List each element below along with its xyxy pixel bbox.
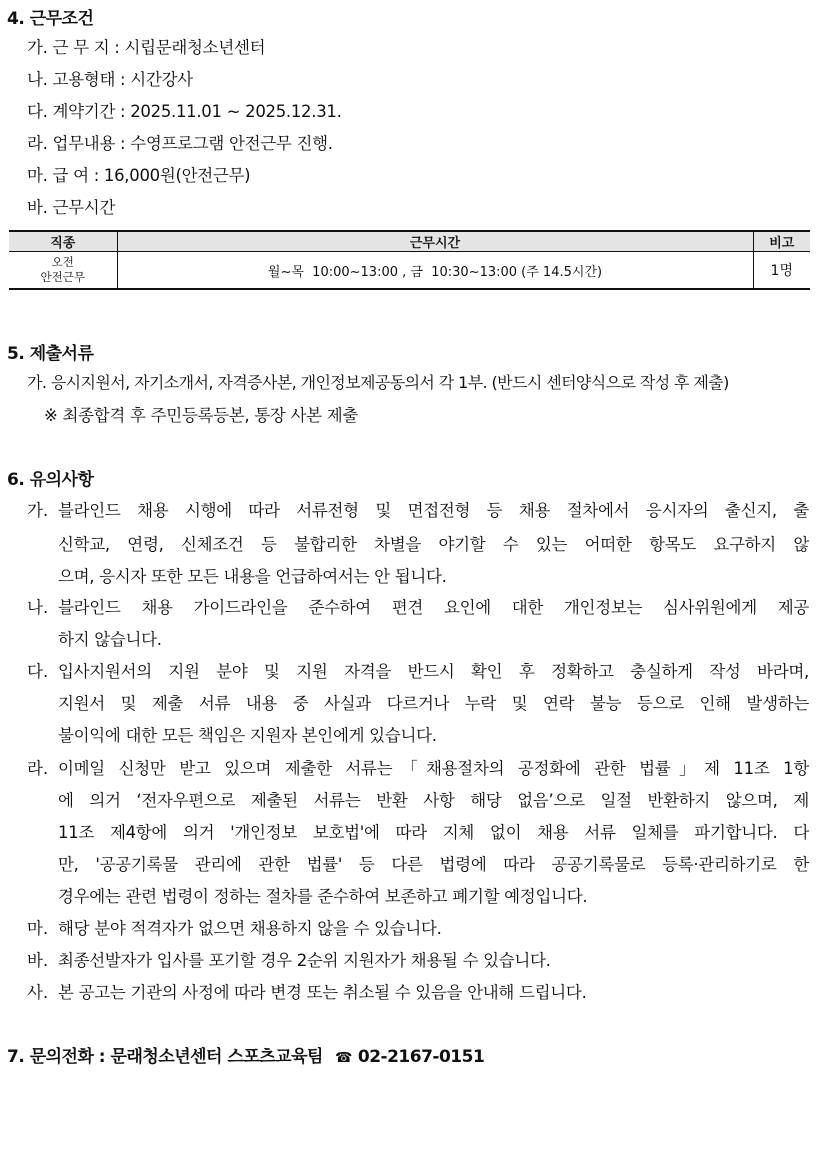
section-7-contact — [7, 1042, 484, 1067]
notice-marker: 라. — [27, 759, 49, 778]
notice-line: 해당 분야 적격자가 없으면 채용하지 않을 수 있습니다. — [58, 919, 442, 938]
notice-line: 지원서 및 제출 서류 내용 중 사실과 다르거나 누락 및 연락 불능 등으로 인해 발생하는 — [58, 694, 809, 713]
telephone-icon: ☎ — [334, 1050, 352, 1066]
work-location: 가. 근 무 지 : 시립문래청소년센터 — [27, 38, 266, 57]
job-type-line-2: 안전근무 — [40, 270, 85, 284]
job-description: 라. 업무내용 : 수영프로그램 안전근무 진행. — [27, 134, 333, 153]
notice-line: 으며, 응시자 또한 모든 내용을 언급하여서는 안 됩니다. — [58, 567, 447, 586]
salary: 마. 급 여 : 16,000원(안전근무) — [27, 166, 251, 185]
notice-marker: 바. — [27, 951, 49, 970]
notice-marker: 마. — [27, 919, 49, 938]
notice-line: 블라인드 채용 시행에 따라 서류전형 및 면접전형 등 채용 절차에서 응시자의 출신지, 출 — [58, 501, 809, 520]
notice-marker: 다. — [27, 662, 49, 681]
notice-line: 이메일 신청만 받고 있으며 제출한 서류는「채용절차의 공정화에 관한 법률」제 11조 1항 — [58, 759, 809, 778]
notice-marker: 사. — [27, 983, 49, 1002]
notice-line: 만, '공공기록물 관리에 관한 법률' 등 다른 법령에 따라 공공기록물로 등록·관리하기로 한 — [58, 855, 809, 874]
cell-note: 1명 — [753, 252, 810, 290]
header-note: 비고 — [753, 231, 810, 252]
cell-job-type — [9, 252, 117, 290]
notice-line: 불이익에 대한 모든 책임은 지원자 본인에게 있습니다. — [58, 726, 437, 745]
notice-line: 에 의거 ‘전자우편으로 제출된 서류는 반환 사항 해당 없음’으로 일절 반환하지 않으며, 제 — [58, 791, 809, 810]
notice-line: 블라인드 채용 가이드라인을 준수하여 편견 요인에 대한 개인정보는 심사위원에게 제공 — [58, 598, 809, 617]
contact-heading: 7. 문의전화 : 문래청소년센터 스포츠교육팀 — [7, 1047, 323, 1067]
required-documents: 가. 응시지원서, 자기소개서, 자격증사본, 개인정보제공동의서 각 1부. (반드시 센터양식으로 작성 후 제출) — [27, 373, 729, 392]
header-work-hours: 근무시간 — [117, 231, 753, 252]
work-hours-label: 바. 근무시간 — [27, 198, 116, 217]
notice-marker: 가. — [27, 501, 49, 520]
employment-type: 나. 고용형태 : 시간강사 — [27, 70, 193, 89]
notice-line: 입사지원서의 지원 분야 및 지원 자격을 반드시 확인 후 정확하고 충실하게 작성 바라며, — [58, 662, 809, 681]
notice-line: 신학교, 연령, 신체조건 등 불합리한 차별을 야기할 수 있는 어떠한 항목도 요구하지 않 — [58, 535, 809, 554]
notice-marker: 나. — [27, 598, 49, 617]
notice-line: 하지 않습니다. — [58, 630, 162, 649]
notice-line: 최종선발자가 입사를 포기할 경우 2순위 지원자가 채용될 수 있습니다. — [58, 951, 551, 970]
notice-line: 경우에는 관련 법령이 정하는 절차를 준수하여 보존하고 폐기할 예정입니다. — [58, 887, 588, 906]
section-5-heading: 5. 제출서류 — [7, 344, 94, 364]
notice-line: 본 공고는 기관의 사정에 따라 변경 또는 취소될 수 있음을 안내해 드립니다. — [58, 983, 587, 1002]
section-4-heading: 4. 근무조건 — [7, 9, 94, 29]
notice-line: 11조 제4항에 의거 '개인정보 보호법'에 따라 지체 없이 채용 서류 일체를 파기합니다. 다 — [58, 823, 809, 842]
final-pass-note: ※ 최종합격 후 주민등록등본, 통장 사본 제출 — [44, 406, 359, 425]
contract-period: 다. 계약기간 : 2025.11.01 ~ 2025.12.31. — [27, 102, 342, 121]
section-6-heading: 6. 유의사항 — [7, 470, 94, 490]
table-header-row — [9, 231, 810, 252]
header-job-type: 직종 — [9, 231, 117, 252]
work-schedule-table — [9, 230, 810, 290]
cell-work-hours: 월~목 10:00~13:00 , 금 10:30~13:00 (주 14.5시간) — [117, 252, 753, 290]
table-row — [9, 252, 810, 290]
contact-phone: 02-2167-0151 — [357, 1047, 485, 1067]
job-type-line-1: 오전 — [51, 255, 74, 269]
